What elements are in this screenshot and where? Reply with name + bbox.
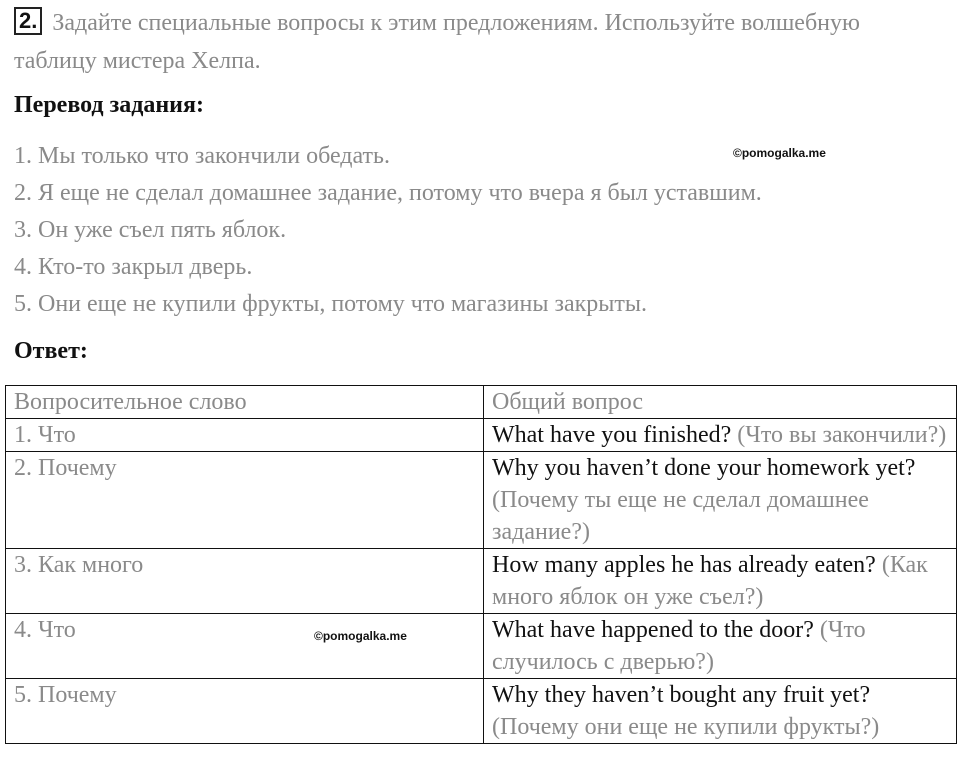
english-question: Why they haven’t bought any fruit yet? — [492, 682, 871, 708]
english-question: Why you haven’t done your homework yet? — [492, 455, 916, 481]
question-cell — [484, 452, 957, 549]
question-word-cell: 5. Почему — [6, 679, 484, 744]
list-item: 1. Мы только что закончили обедать. — [14, 143, 390, 169]
english-question: What have you finished? — [492, 422, 732, 448]
question-word-cell: 2. Почему — [6, 452, 484, 549]
question-word: 4. Что — [14, 617, 76, 643]
list-item: 5. Они еще не купили фрукты, потому что магазины закрыты. — [14, 291, 647, 317]
list-item: 4. Кто-то закрыл дверь. — [14, 254, 253, 280]
task-text: Задайте специальные вопросы к этим предложениям. Используйте волшебную таблицу мистера Хелпа. — [14, 10, 860, 74]
question-word-cell: 1. Что — [6, 419, 484, 452]
question-cell — [484, 614, 957, 679]
watermark: ©pomogalka.me — [733, 146, 826, 160]
table-row — [6, 614, 957, 679]
table-row — [6, 679, 957, 744]
russian-translation: (Как много яблок он уже съел?) — [492, 552, 928, 610]
english-question: What have happened to the door? — [492, 617, 814, 643]
question-word-cell: 3. Как много — [6, 549, 484, 614]
watermark: ©pomogalka.me — [314, 629, 407, 643]
answer-table — [5, 385, 957, 744]
list-item: 3. Он уже съел пять яблок. — [14, 217, 287, 243]
task-number: 2. — [14, 7, 42, 35]
question-cell — [484, 679, 957, 744]
question-word-cell — [6, 614, 484, 679]
table-header-row — [6, 386, 957, 419]
english-question: How many apples he has already eaten? — [492, 552, 876, 578]
answer-heading: Ответ: — [14, 338, 88, 364]
task-statement — [14, 4, 944, 80]
question-cell — [484, 549, 957, 614]
russian-translation: (Почему ты еще не сделал домашнее задание?) — [492, 487, 869, 545]
table-row — [6, 549, 957, 614]
russian-translation: (Почему они еще не купили фрукты?) — [492, 714, 880, 740]
translation-list — [14, 138, 762, 323]
header-cell: Вопросительное слово — [6, 386, 484, 419]
question-cell — [484, 419, 957, 452]
table-row — [6, 419, 957, 452]
russian-translation: (Что вы закончили?) — [737, 422, 947, 448]
russian-translation: (Что случилось с дверью?) — [492, 617, 866, 675]
table-row — [6, 452, 957, 549]
list-item: 2. Я еще не сделал домашнее задание, потому что вчера я был уставшим. — [14, 180, 762, 206]
translation-heading: Перевод задания: — [14, 92, 204, 118]
header-cell: Общий вопрос — [484, 386, 957, 419]
